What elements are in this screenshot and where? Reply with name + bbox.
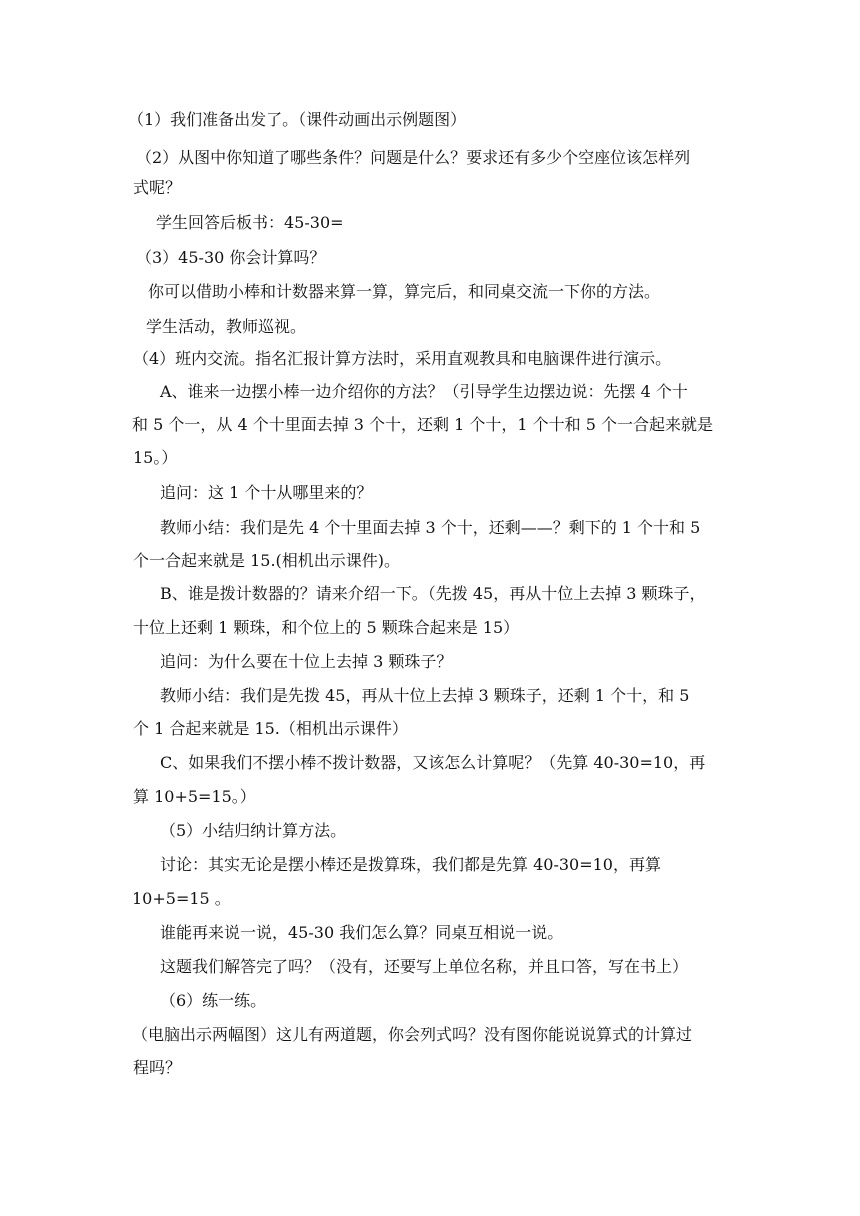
- text-line-29: 程吗？: [133, 1058, 182, 1077]
- text-line-21: 算 10+5=15。）: [133, 787, 256, 806]
- text-line-23: 讨论：其实无论是摆小棒还是拨算珠，我们都是先算 40-30=10，再算: [160, 855, 661, 874]
- text-line-18: 教师小结：我们是先拨 45，再从十位上去掉 3 颗珠子，还剩 1 个十，和 5: [160, 686, 690, 705]
- text-line-26: 这题我们解答完了吗？（没有，还要写上单位名称，并且口答，写在书上）: [160, 957, 689, 976]
- text-line-9: A、谁来一边摆小棒一边介绍你的方法？（引导学生边摆边说：先摆 4 个十: [160, 382, 688, 401]
- text-line-27: （6）练一练。: [160, 991, 267, 1010]
- text-line-20: C、如果我们不摆小棒不拨计数器，又该怎么计算呢？（先算 40-30=10，再: [160, 753, 706, 772]
- text-line-15: B、谁是拨计数器的？请来介绍一下。（先拨 45，再从十位上去掉 3 颗珠子，: [160, 584, 706, 603]
- text-line-8: （4）班内交流。指名汇报计算方法时，采用直观教具和电脑课件进行演示。: [133, 349, 672, 368]
- text-line-16: 十位上还剩 1 颗珠，和个位上的 5 颗珠合起来是 15）: [133, 618, 520, 637]
- text-line-5: （3）45-30 你会计算吗？: [136, 248, 326, 267]
- text-line-14: 个一合起来就是 15.(相机出示课件)。: [133, 551, 401, 570]
- text-line-24: 10+5=15 。: [132, 889, 231, 908]
- text-line-13: 教师小结：我们是先 4 个十里面去掉 3 个十，还剩——？剩下的 1 个十和 5: [160, 518, 701, 537]
- text-line-6: 你可以借助小棒和计数器来算一算，算完后，和同桌交流一下你的方法。: [148, 282, 661, 301]
- text-line-3: 式呢？: [133, 178, 182, 197]
- text-line-28: （电脑出示两幅图）这儿有两道题，你会列式吗？没有图你能说说算式的计算过: [132, 1025, 693, 1044]
- text-line-10: 和 5 个一，从 4 个十里面去掉 3 个十，还剩 1 个十，1 个十和 5 个一合起来就是: [132, 415, 714, 434]
- text-line-1: （1）我们准备出发了。（课件动画出示例题图）: [128, 110, 467, 129]
- text-line-17: 追问：为什么要在十位上去掉 3 颗珠子？: [160, 652, 453, 671]
- text-line-7: 学生活动，教师巡视。: [146, 317, 307, 336]
- text-line-2: （2）从图中你知道了哪些条件？问题是什么？要求还有多少个空座位该怎样列: [136, 148, 691, 167]
- text-line-11: 15。）: [133, 448, 178, 467]
- text-line-12: 追问：这 1 个十从哪里来的？: [160, 483, 373, 502]
- text-line-25: 谁能再来说一说，45-30 我们怎么算？同桌互相说一说。: [160, 923, 564, 942]
- text-line-4: 学生回答后板书：45-30=: [156, 213, 344, 232]
- text-line-22: （5）小结归纳计算方法。: [160, 821, 347, 840]
- text-line-19: 个 1 合起来就是 15.（相机出示课件）: [133, 719, 408, 738]
